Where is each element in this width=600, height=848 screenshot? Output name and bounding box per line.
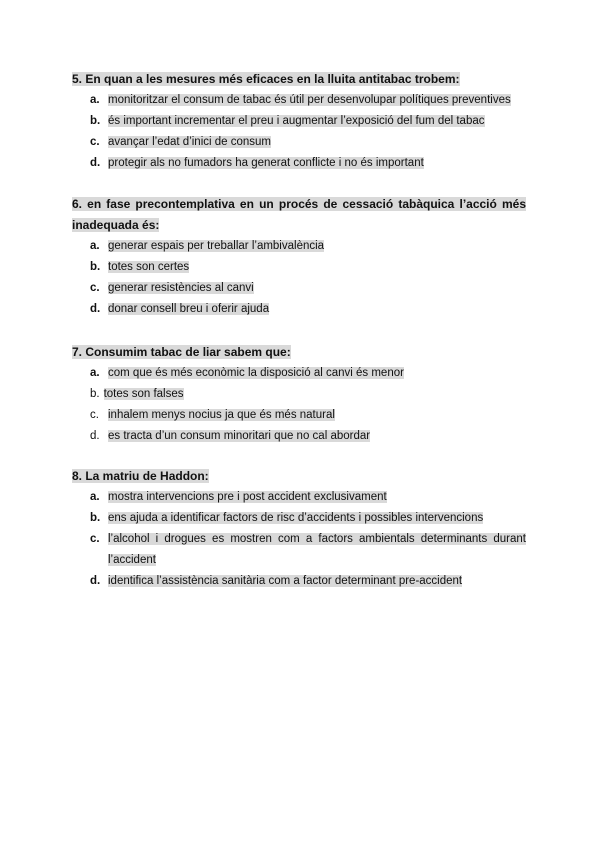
answer-option bbox=[72, 426, 526, 447]
question-title bbox=[72, 342, 526, 363]
answer-option bbox=[72, 384, 526, 405]
answer-option bbox=[72, 257, 526, 278]
option-letter: b. bbox=[90, 115, 101, 127]
option-text bbox=[108, 363, 526, 384]
option-text-content: totes son certes bbox=[108, 261, 190, 273]
question-title bbox=[72, 466, 526, 487]
answer-option bbox=[72, 111, 526, 132]
option-text bbox=[108, 487, 526, 508]
answer-option bbox=[72, 278, 526, 299]
option-text bbox=[108, 426, 526, 447]
option-text-content: ens ajuda a identificar factors de risc d’accidents i possibles intervencions bbox=[108, 512, 484, 524]
option-text-content: és important incrementar el preu i augmentar l’exposició del fum del tabac bbox=[108, 115, 485, 127]
option-text bbox=[108, 508, 526, 529]
option-letter: c. bbox=[90, 136, 100, 148]
answer-option bbox=[72, 508, 526, 529]
question-8 bbox=[72, 466, 526, 592]
question-5 bbox=[72, 69, 526, 174]
option-text bbox=[108, 132, 526, 153]
answer-option bbox=[72, 571, 526, 592]
question-7 bbox=[72, 342, 526, 447]
option-text bbox=[108, 405, 526, 426]
option-text-content: inhalem menys nocius ja que és més natural bbox=[108, 409, 335, 421]
option-text bbox=[108, 278, 526, 299]
option-letter: a. bbox=[90, 240, 100, 252]
answer-option bbox=[72, 153, 526, 174]
option-letter: a. bbox=[90, 367, 100, 379]
option-letter: a. bbox=[90, 491, 100, 503]
answer-option bbox=[72, 299, 526, 320]
option-letter: b. bbox=[90, 261, 101, 273]
option-text bbox=[108, 153, 526, 174]
question-title-text: 5. En quan a les mesures més eficaces en la lluita antitabac trobem: bbox=[72, 72, 460, 86]
option-text bbox=[108, 529, 526, 571]
option-text-content: totes son falses bbox=[103, 388, 184, 400]
option-text-content: generar resistències al canvi bbox=[108, 282, 254, 294]
option-text bbox=[108, 571, 526, 592]
question-title bbox=[72, 194, 526, 236]
question-title bbox=[72, 69, 526, 90]
option-text-content: identifica l’assistència sanitària com a factor determinant pre-accident bbox=[108, 575, 463, 587]
answer-option bbox=[72, 405, 526, 426]
option-text-content: com que és més econòmic la disposició al canvi és menor bbox=[108, 367, 404, 379]
answer-option bbox=[72, 363, 526, 384]
answer-option bbox=[72, 132, 526, 153]
option-text bbox=[108, 90, 526, 111]
answer-option bbox=[72, 529, 526, 571]
question-title-text: 7. Consumim tabac de liar sabem que: bbox=[72, 345, 291, 359]
option-text-content: es tracta d’un consum minoritari que no cal abordar bbox=[108, 430, 371, 442]
option-letter: d. bbox=[90, 575, 101, 587]
option-text-content: l’alcohol i drogues es mostren com a factors ambientals determinants durant l’accident bbox=[108, 533, 526, 566]
option-letter: c. bbox=[90, 533, 100, 545]
option-text bbox=[108, 236, 526, 257]
option-text-content: mostra intervencions pre i post accident exclusivament bbox=[108, 491, 387, 503]
option-text-content: protegir als no fumadors ha generat conflicte i no és important bbox=[108, 157, 424, 169]
option-text-content: donar consell breu i oferir ajuda bbox=[108, 303, 270, 315]
option-letter: d. bbox=[90, 303, 101, 315]
option-text-content: generar espais per treballar l’ambivalència bbox=[108, 240, 325, 252]
option-letter: b. bbox=[90, 512, 101, 524]
option-letter: d. bbox=[90, 157, 101, 169]
option-text bbox=[108, 111, 526, 132]
option-letter: c. bbox=[90, 282, 100, 294]
answer-option bbox=[72, 90, 526, 111]
option-letter: a. bbox=[90, 94, 100, 106]
option-text bbox=[108, 257, 526, 278]
question-title-text: 8. La matriu de Haddon: bbox=[72, 469, 209, 483]
option-text-content: avançar l’edat d’inici de consum bbox=[108, 136, 272, 148]
option-letter: d. bbox=[90, 430, 100, 442]
answer-option bbox=[72, 236, 526, 257]
option-text bbox=[104, 384, 526, 405]
answer-option bbox=[72, 487, 526, 508]
option-text bbox=[108, 299, 526, 320]
option-letter: b. bbox=[90, 388, 100, 400]
option-text-content: monitoritzar el consum de tabac és útil per desenvolupar polítiques preventives bbox=[108, 94, 511, 106]
question-title-text: 6. en fase precontemplativa en un procés de cessació tabàquica l’acció més inadequada és: bbox=[72, 197, 526, 232]
question-6 bbox=[72, 194, 526, 320]
option-letter: c. bbox=[90, 409, 99, 421]
